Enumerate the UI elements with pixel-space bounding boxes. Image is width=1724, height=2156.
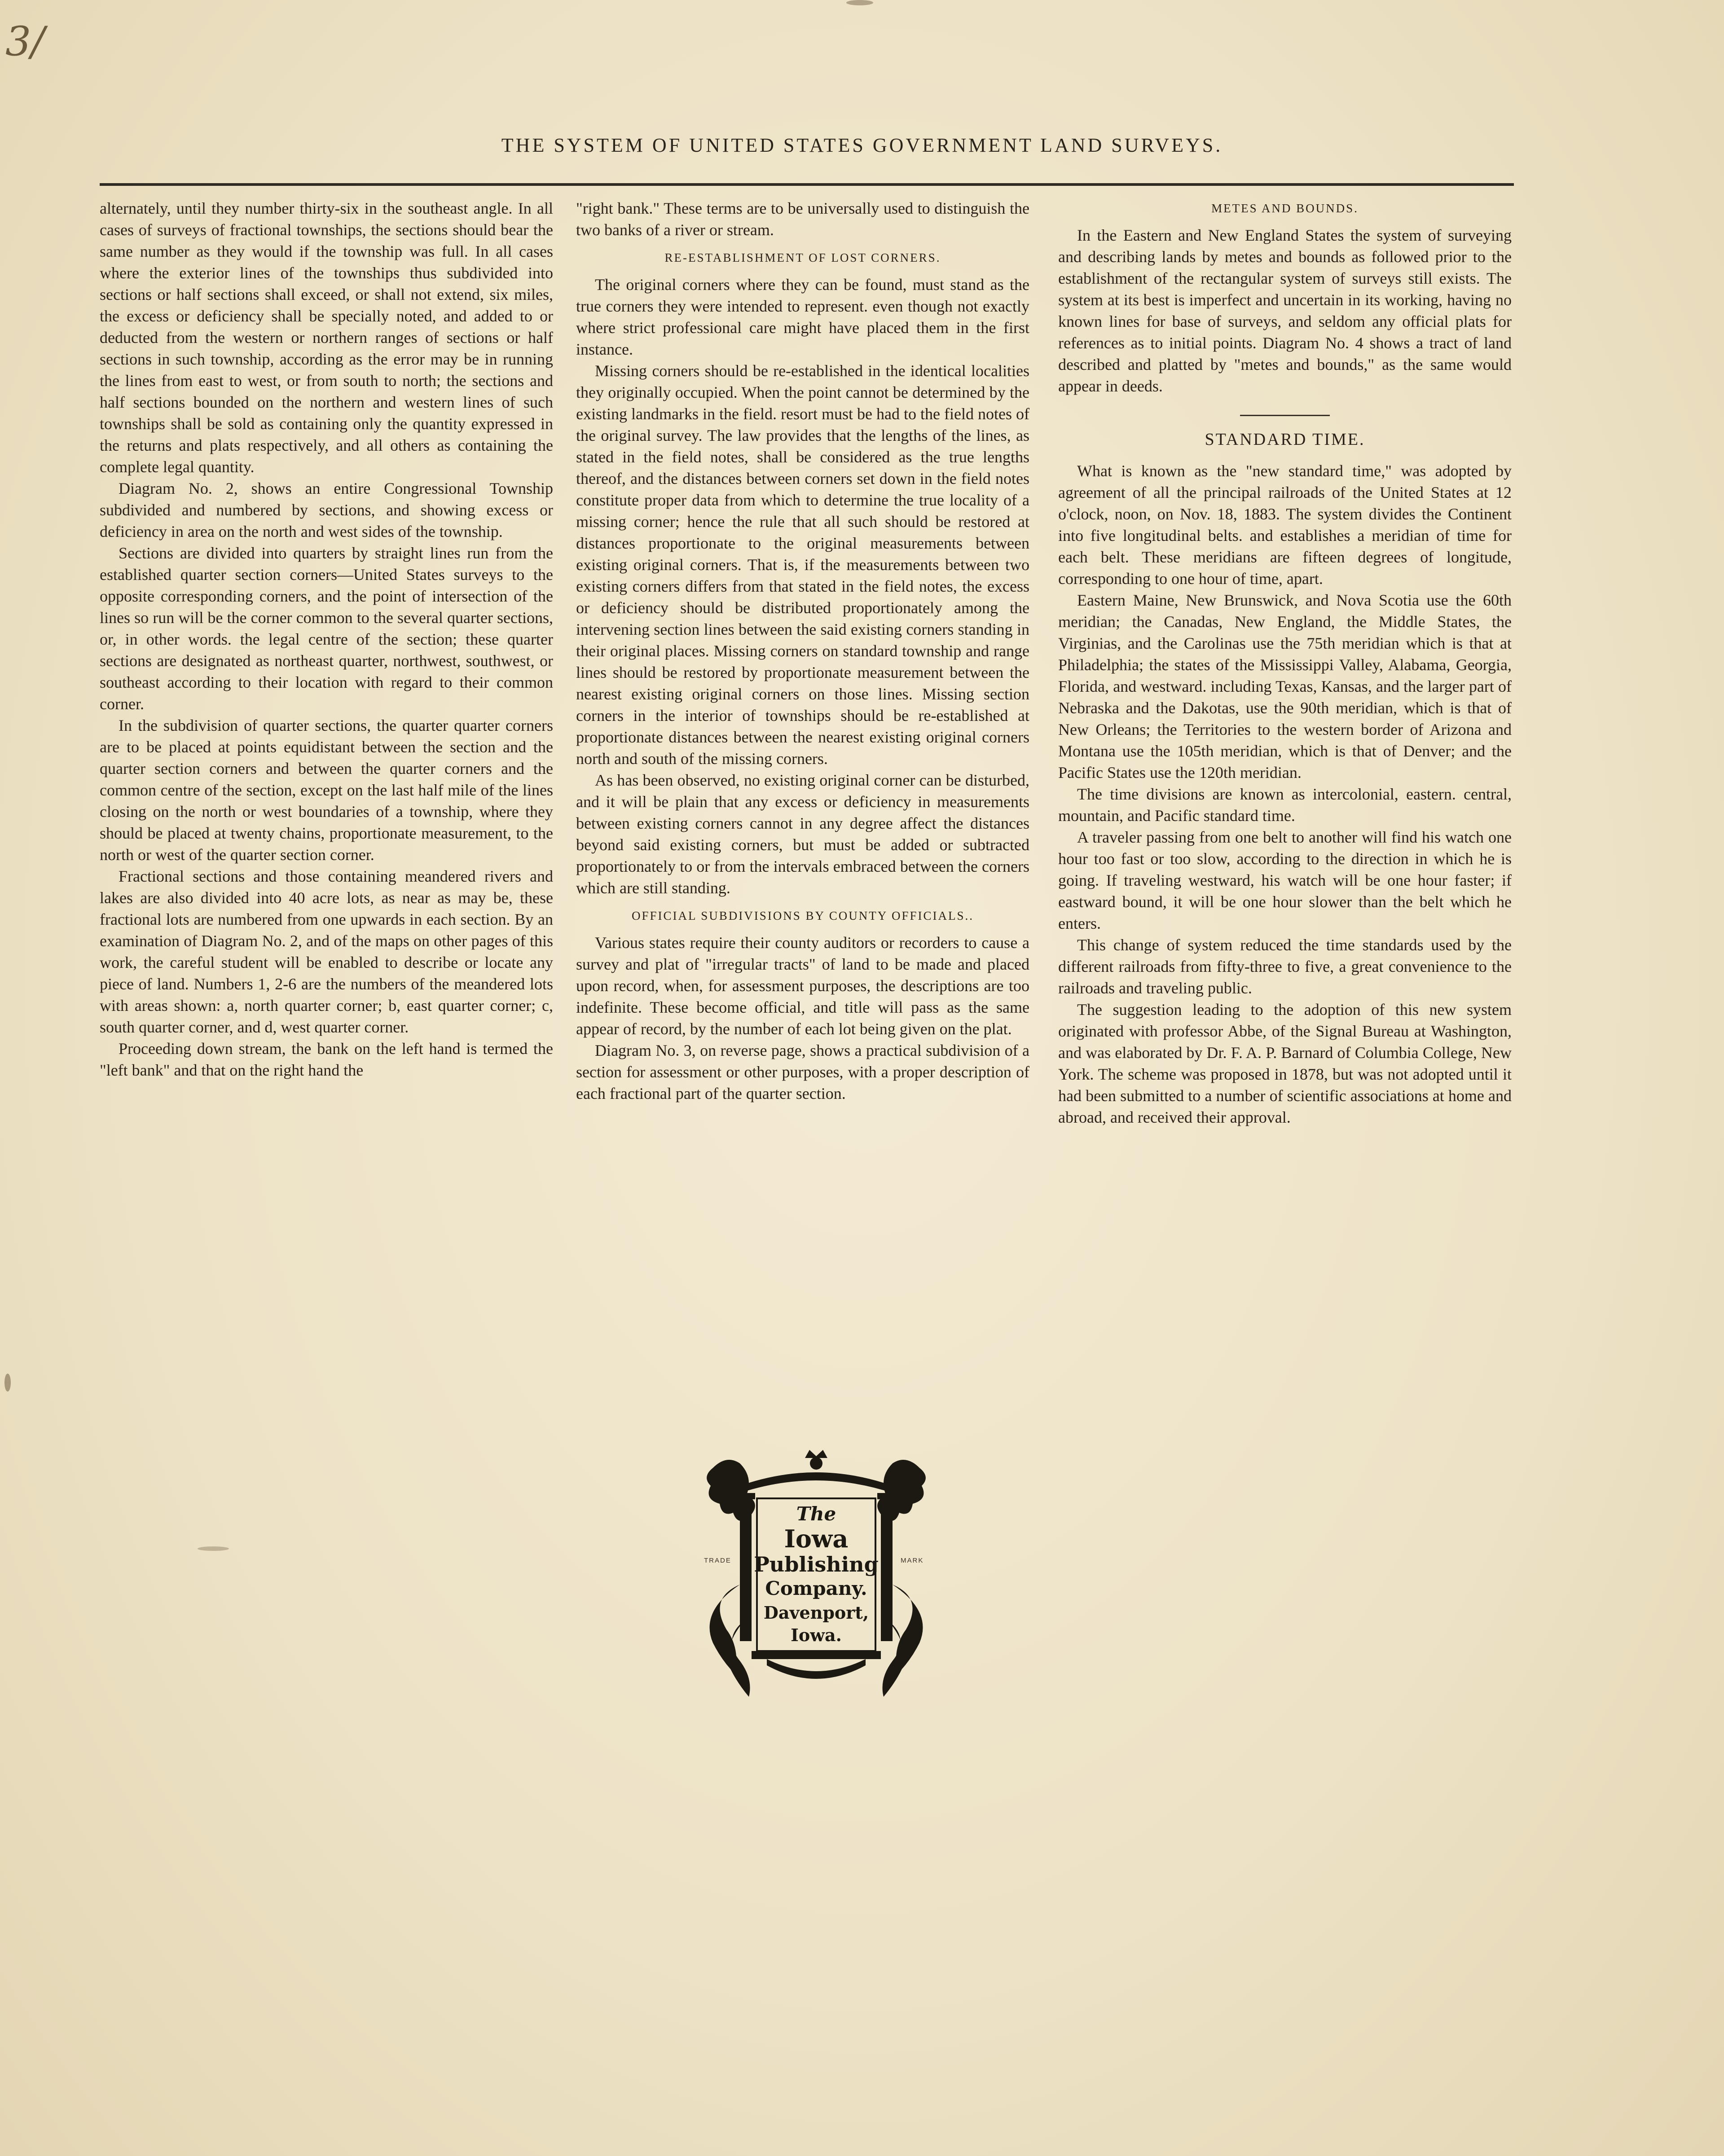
header-rule: [100, 183, 1514, 186]
paragraph: alternately, until they number thirty-six in the southeast angle. In all cases of surveys of fractional townships, the sections should bear the same number as they would if the township was full. In all cases where the exterior lines of the townships thus subdivided into sections or half sections shall exceed, or shall not extend, six miles, the excess or deficiency shall be specially noted, and added to or deducted from the western or northern ranges of sections or half sections in such township, according as the error may be in running the lines from east to west, or from south to north; the sections and half sections bounded on the northern and western lines of such townships shall be sold as containing only the quantity expressed in the returns and plats respectively, and all others as containing the complete legal quantity.: [100, 199, 553, 476]
paragraph: Diagram No. 3, on reverse page, shows a practical subdivision of a section for assessment or other purposes, with a proper description of each fractional part of the quarter section.: [576, 1041, 1029, 1102]
paragraph: A traveler passing from one belt to another will find his watch one hour too fast or too slow, according to the direction in which he is going. If traveling westward, his watch will be one hour faster; if eastward bound, it will be one hour slower than the belt which he enters.: [1058, 828, 1512, 932]
paragraph: Fractional sections and those containing meandered rivers and lakes are also divided into 40 acre lots, as near as may be, these fractional lots are numbered from one upwards in each section. By an examination of Diagram No. 2, and of the maps on other pages of this work, the careful student will be enabled to describe or locate any piece of land. Numbers 1, 2-6 are the numbers of the meandered lots with areas shown: a, north quarter corner; b, east quarter corner; c, south quarter corner, and d, west quarter corner.: [100, 867, 553, 1036]
page-number-mark: 3/: [5, 18, 45, 65]
section-heading: OFFICIAL SUBDIVISIONS BY COUNTY OFFICIALS..: [631, 909, 974, 922]
trademark-left: TRADE: [704, 1557, 731, 1564]
paragraph: In the Eastern and New England States the system of surveying and describing lands by metes and bounds as followed prior to the establishment of the rectangular system of surveys still exists. The system at its best is imperfect and uncertain in its working, having no known lines for base of surveys, and seldom any official plats for references as to initial points. Diagram No. 4 shows a tract of land described and platted by "metes and bounds," as the same would appear in deeds.: [1058, 226, 1512, 395]
paragraph: As has been observed, no existing original corner can be disturbed, and it will be plain that any excess or deficiency in measurements between existing corners cannot in any degree affect the distances beyond said existing corners, but must be added or subtracted proportionately to or from the intervals embraced between the corners which are still standing.: [576, 771, 1029, 897]
paragraph: Eastern Maine, New Brunswick, and Nova Scotia use the 60th meridian; the Canadas, New England, the Middle States, the Virginias, and the Carolinas use the 75th meridian which is that at Philadelphia; the states of the Mississippi Valley, Alabama, Georgia, Florida, and westward. including Texas, Kansas, and the larger part of Nebraska and the Dakotas, use the 90th meridian, which is that of New Orleans; the Territories to the western border of Arizona and Montana use the 105th meridian, which is that of Denver; and the Pacific States use the 120th meridian.: [1058, 591, 1512, 782]
paragraph: The suggestion leading to the adoption of this new system originated with professor Abbe, of the Signal Bureau at Washington, and was elaborated by Dr. F. A. P. Barnard of Columbia College, New York. The scheme was proposed in 1878, but was not adopted until it had been submitted to a number of scientific associations at home and abroad, and received their approval.: [1058, 1001, 1512, 1126]
paragraph: Diagram No. 2, shows an entire Congressional Township subdivided and numbered by sections, and showing excess or deficiency in area on the north and west sides of the township.: [100, 479, 553, 540]
section-heading: METES AND BOUNDS.: [1211, 202, 1359, 215]
section-title: STANDARD TIME.: [1205, 430, 1365, 449]
paragraph: Sections are divided into quarters by straight lines run from the established quarter section corners—United States surveys to the opposite corresponding corners, and the point of intersection of the lines so run will be the corner common to the several quarter sections, or, in other words. the legal centre of the section; these quarter sections are designated as northeast quarter, northwest, southwest, or southeast according to their location with regard to their common corner.: [100, 544, 553, 713]
page-header: THE SYSTEM OF UNITED STATES GOVERNMENT LAND SURVEYS.: [501, 134, 1223, 156]
logo-line: Iowa.: [791, 1625, 842, 1645]
section-divider: [1240, 415, 1330, 416]
logo-line: Publishing: [754, 1552, 879, 1576]
column-1: [100, 198, 553, 1081]
logo-line: Iowa: [784, 1524, 849, 1553]
paragraph: Missing corners should be re-established in the identical localities they originally occupied. When the point cannot be determined by the existing landmarks in the field. resort must be had to the field notes of the original survey. The law provides that the lengths of the lines, as stated in the field notes, shall be considered as the true lengths thereof, and the distances between corners set down in the field notes constitute proper data from which to determine the true locality of a missing corner; hence the rule that all such should be restored at distances proportionate to the original measurements between existing original corners. That is, if the measurements between two existing corners differs from that stated in the field notes, the excess or deficiency should be distributed proportionately among the intervening section lines between the said existing corners standing in their original places. Missing corners on standard township and range lines should be restored by proportionate measurement between the nearest existing original corners on those lines. Missing section corners in the interior of townships should be re-established at proportionate distances between the nearest existing original corners north and south of the missing corners.: [576, 362, 1029, 768]
paragraph: "right bank." These terms are to be universally used to distinguish the two banks of a river or stream.: [576, 199, 1029, 239]
column-3: [1058, 198, 1512, 1128]
logo-line: Davenport,: [763, 1603, 869, 1623]
logo-line: The: [796, 1503, 836, 1525]
publisher-logo: [695, 1450, 937, 1701]
paragraph: This change of system reduced the time standards used by the different railroads from fifty-three to five, a great convenience to the railroads and traveling public.: [1058, 936, 1512, 997]
paper-smudge: [198, 1546, 229, 1551]
trademark-right: MARK: [901, 1557, 924, 1564]
paragraph: What is known as the "new standard time," was adopted by agreement of all the principal railroads of the United States at 12 o'clock, noon, on Nov. 18, 1883. The system divides the Continent into five longitudinal belts. and establishes a meridian of time for each belt. These meridians are fifteen degrees of longitude, corresponding to one hour of time, apart.: [1058, 462, 1512, 588]
column-2: [576, 198, 1029, 1104]
paper-smudge: [4, 1374, 11, 1392]
paragraph: In the subdivision of quarter sections, the quarter quarter corners are to be placed at points equidistant between the section and the quarter section corners and between the quarter corners and the common centre of the section, except on the last half mile of the lines closing on the north or west boundaries of a township, where they should be placed at twenty chains, proportionate measurement, to the north or west of the quarter section corner.: [100, 716, 553, 864]
section-heading: RE-ESTABLISHMENT OF LOST CORNERS.: [664, 251, 941, 264]
paragraph: The time divisions are known as intercolonial, eastern. central, mountain, and Pacific standard time.: [1058, 785, 1512, 825]
logo-line: Company.: [765, 1577, 867, 1599]
paragraph: Proceeding down stream, the bank on the left hand is termed the "left bank" and that on the right hand the: [100, 1040, 553, 1079]
paragraph: The original corners where they can be found, must stand as the true corners they were intended to represent. even though not exactly where strict professional care might have placed them in the first instance.: [576, 276, 1029, 358]
paragraph: Various states require their county auditors or recorders to cause a survey and plat of "irregular tracts" of land to be made and placed upon record, when, for assessment purposes, the descriptions are too indefinite. These become official, and title will pass as the same appear of record, by the number of each lot being given on the plat.: [576, 934, 1029, 1038]
paper-smudge: [846, 0, 873, 5]
